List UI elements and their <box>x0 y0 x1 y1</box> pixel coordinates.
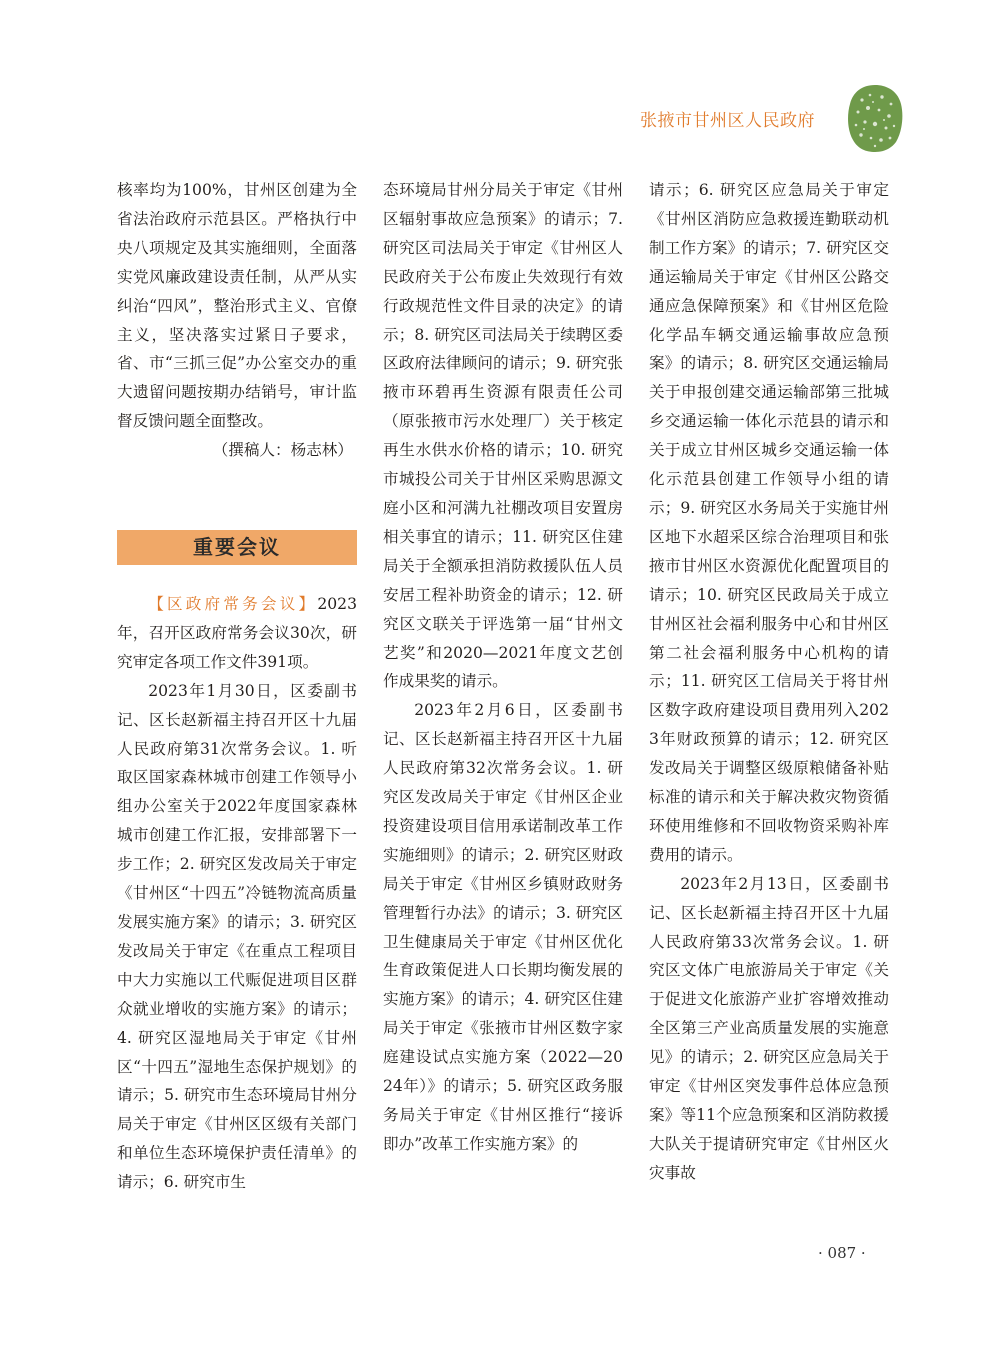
meeting-31-paragraph: 2023年1月30日，区委副书记、区长赵新福主持召开区十九届人民政府第31次常务会议。1. 听取区国家森林城市创建工作领导小组办公室关于2022年度国家森林城市创建工作汇报，安排部署下一步工作；2. 研究区发改局关于审定《甘州区“十四五”冷链物流高质量发展实施方案》的请示；3. 研究区发改局关于审定《在重点工程项目中大力实施以工代赈促进项目区群众就业增收的实施方案》的请示；4. 研究区湿地局关于审定《甘州区“十四五”湿地生态保护规划》的请示；5. 研究市生态环境局甘州分局关于审定《甘州区区级有关部门和单位生态环境保护责任清单》的请示；6. 研究市生 <box>117 681 357 1192</box>
meeting-column-1 <box>117 590 357 1197</box>
meeting-lead: 【区政府常务会议】 <box>148 595 318 613</box>
header-title: 张掖市甘州区人民政府 <box>640 111 815 131</box>
column-3 <box>649 176 889 1188</box>
column-1 <box>117 176 357 465</box>
meeting-intro-text: 2023年，召开区政府常务会议30次，研究审定各项工作文件391项。 <box>117 595 357 671</box>
meeting-32-paragraph: 2023年2月6日，区委副书记、区长赵新福主持召开区十九届人民政府第32次常务会议。1. 研究区发改局关于审定《甘州区企业投资建设项目信用承诺制改革工作实施细则》的请示；2. 研究区财政局关于审定《甘州区乡镇财政财务管理暂行办法》的请示；3. 研究区卫生健康局关于审定《甘州区优化生育政策促进人口长期均衡发展的实施方案》的请示；4. 研究区住建局关于审定《张掖市甘州区数字家庭建设试点实施方案（2022—2024年）》的请示；5. 研究区政务服务局关于审定《甘州区推行“接诉即办”改革工作实施方案》的 <box>383 701 623 1153</box>
meeting-33-paragraph: 2023年2月13日，区委副书记、区长赵新福主持召开区十九届人民政府第33次常务会议。1. 研究区文体广电旅游局关于审定《关于促进文化旅游产业扩容增效推动全区第三产业高质量发展的实施意见》的请示；2. 研究区应急局关于审定《甘州区突发事件总体应急预案》等11个应急预案和区消防救援大队关于提请研究审定《甘州区火灾事故 <box>649 874 889 1182</box>
section-heading: 重要会议 <box>117 530 357 565</box>
meeting-31-continued: 态环境局甘州分局关于审定《甘州区辐射事故应急预案》的请示；7. 研究区司法局关于审定《甘州区人民政府关于公布废止失效现行有效行政规范性文件目录的决定》的请示；8. 研究区司法局关于续聘区委区政府法律顾问的请示；9. 研究张掖市环碧再生资源有限责任公司（原张掖市污水处理厂）关于核定再生水供水价格的请示；10. 研究市城投公司关于甘州区采购思源文庭小区和河满九社棚改项目安置房相关事宜的请示；11. 研究区住建局关于全额承担消防救援队伍人员安居工程补助资金的请示；12. 研究区文联关于评选第一届“甘州文艺奖”和2020—2021年度文艺创作成果奖的请示。 <box>383 181 623 691</box>
meeting-intro <box>117 590 357 677</box>
page-number: · 087 · <box>818 1244 866 1262</box>
byline: （撰稿人：杨志林） <box>212 441 353 460</box>
green-seal-icon <box>844 82 906 154</box>
paragraph-law-government: 核率均为100%，甘州区创建为全省法治政府示范县区。严格执行中央八项规定及其实施细则，全面落实党风廉政建设责任制，从严从实纠治“四风”，整治形式主义、官僚主义，坚决落实过紧日子要求，省、市“三抓三促”办公室交办的重大遗留问题按期办结销号，审计监督反馈问题全面整改。 <box>117 181 357 431</box>
meeting-32-continued: 请示；6. 研究区应急局关于审定《甘州区消防应急救援连勤联动机制工作方案》的请示；7. 研究区交通运输局关于审定《甘州区公路交通应急保障预案》和《甘州区危险化学品车辆交通运输事故应急预案》的请示；8. 研究区交通运输局关于申报创建交通运输部第三批城乡交通运输一体化示范县的请示和关于成立甘州区城乡交通运输一体化示范县创建工作领导小组的请示；9. 研究区水务局关于实施甘州区地下水超采区综合治理项目和张掖市甘州区水资源优化配置项目的请示；10. 研究区民政局关于成立甘州区社会福利服务中心和甘州区第二社会福利服务中心机构的请示；11. 研究区工信局关于将甘州区数字政府建设项目费用列入2023年财政预算的请示；12. 研究区发改局关于调整区级原粮储备补贴标准的请示和关于解决救灾物资循环使用维修和不回收物资采购补库费用的请示。 <box>649 181 889 864</box>
column-2 <box>383 176 623 1159</box>
